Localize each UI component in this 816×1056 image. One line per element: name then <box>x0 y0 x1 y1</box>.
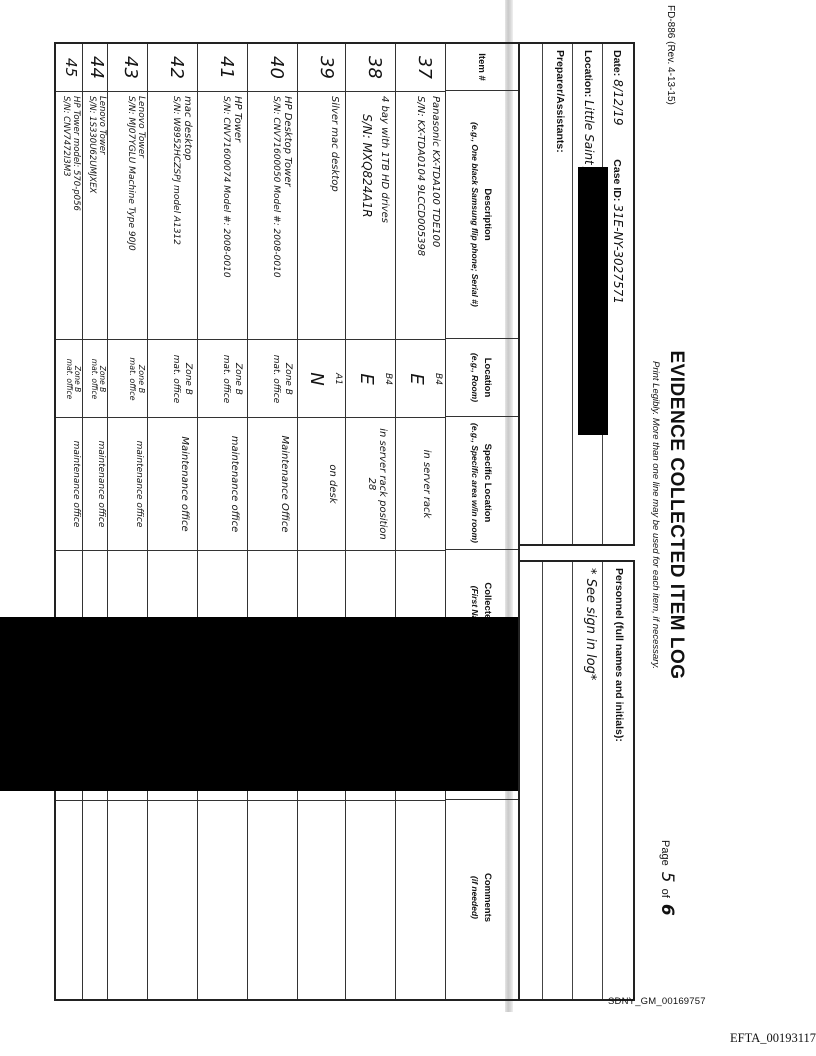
location-label: Location: <box>582 50 594 98</box>
info-divider <box>572 562 573 999</box>
item-location: mat. office <box>128 357 137 401</box>
item-location: N <box>306 372 327 386</box>
item-specific-location: maintenance office <box>71 440 81 528</box>
item-description: Lenovo Tower <box>97 96 107 155</box>
date-row <box>611 50 625 538</box>
item-location: mat. office <box>221 354 231 404</box>
column-rule <box>56 417 446 418</box>
item-location-zone: B4 <box>383 373 393 385</box>
item-location-zone: Zone B <box>73 365 82 393</box>
item-location: E <box>406 373 427 385</box>
row-rule <box>395 44 396 999</box>
row-rule <box>247 44 248 999</box>
of-label: of <box>659 888 671 898</box>
item-description: 4 bay with 1TB HD drives <box>379 96 390 223</box>
page-label: Page <box>659 840 671 866</box>
item-location-zone: Zone B <box>137 364 146 394</box>
item-description: HP Tower model: 570-p056 <box>71 96 81 211</box>
item-description-detail: S/N: W8952HCZSPJ model A1312 <box>171 96 181 245</box>
item-specific-location: on desk <box>327 464 338 504</box>
item-description: Lenovo Tower <box>136 96 146 158</box>
page-total: 6 <box>657 903 677 916</box>
form-title: EVIDENCE COLLECTED ITEM LOG <box>666 350 687 680</box>
item-description-detail: S/N: CNV71600050 Model #: 2008-0010 <box>271 96 281 278</box>
item-description-detail: S/N: CNV71600074 Model #: 2008-0010 <box>221 96 231 278</box>
item-description: Silver mac desktop <box>329 96 340 192</box>
item-number: 37 <box>414 56 435 79</box>
item-number: 41 <box>216 56 237 79</box>
row-rule <box>107 44 108 999</box>
personnel-row <box>613 568 625 993</box>
header-example: (e.g., Room) <box>470 352 481 403</box>
header-label: Comments <box>482 872 494 923</box>
page-indicator <box>657 840 677 1000</box>
date-label: Date: <box>611 50 623 77</box>
redaction-block <box>578 167 608 435</box>
item-location: E <box>356 373 377 385</box>
item-number: 42 <box>166 56 187 79</box>
item-specific-location: Maintenance Office <box>279 435 290 533</box>
date-value: 8/12/19 <box>611 79 625 126</box>
header-example: (if needed) <box>470 876 481 919</box>
item-location-zone: A1 <box>333 373 343 385</box>
item-location: mat. office <box>65 358 74 400</box>
item-description-detail: S/N: CNV7472I3M3 <box>61 96 71 177</box>
page-number: 5 <box>657 871 677 883</box>
form-subtitle: Print Legibly. More than one line may be used for each item, if necessary. <box>650 360 661 670</box>
item-description: Panasonic KX-TDA100 TDE100 <box>430 96 441 248</box>
item-description-detail: S/N: MJ07YGLU Machine Type 90J0 <box>126 96 136 251</box>
bates-number: SDNY_GM_00169757 <box>608 996 706 1007</box>
item-location: mat. office <box>171 354 181 404</box>
item-number: 40 <box>266 56 287 79</box>
item-specific-location: maintenance office <box>96 440 106 528</box>
item-location-zone: Zone B <box>233 363 243 395</box>
info-divider <box>542 562 543 999</box>
column-rule <box>56 550 446 551</box>
header-comments <box>446 800 518 995</box>
redaction-block <box>0 617 518 791</box>
item-location-zone: Zone B <box>283 363 293 395</box>
header-label: Location <box>482 357 494 398</box>
info-divider <box>542 44 543 544</box>
column-rule <box>56 800 446 801</box>
item-description-detail: S/N: KX-TDA0104 9LCCD005398 <box>415 96 426 257</box>
row-rule <box>82 44 83 999</box>
personnel-label: Personnel (full names and initials): <box>613 568 625 742</box>
item-description-detail: S/N: MXQ824A1R <box>360 114 374 218</box>
item-specific-location: maintenance office <box>229 435 240 533</box>
item-description: HP Tower <box>232 96 243 143</box>
personnel-value: * See sign in log* <box>583 568 598 681</box>
form-number: FD-886 (Rev. 4-13-15) <box>665 5 676 105</box>
row-rule <box>147 44 148 999</box>
info-divider <box>572 44 573 544</box>
case-id-value: 31E-NY-3027571 <box>611 204 625 304</box>
header-label: Specific Location <box>482 443 494 523</box>
header-label: Description <box>482 188 494 241</box>
item-location-zone: Zone B <box>183 363 193 395</box>
row-rule <box>345 44 346 999</box>
column-rule <box>56 339 446 340</box>
preparer-label: Preparer/Assistants: <box>554 50 566 153</box>
row-rule <box>197 44 198 999</box>
case-info-box <box>518 42 635 546</box>
item-specific-location: in server rack <box>421 449 432 519</box>
personnel-box <box>518 560 635 1001</box>
item-description-detail: S/N: 1S330U62UMJXEX <box>87 96 97 194</box>
personnel-value-row <box>583 568 598 993</box>
header-item-number <box>446 44 518 91</box>
info-divider <box>602 562 603 999</box>
header-specific-location <box>446 417 518 550</box>
column-rule <box>56 91 446 92</box>
item-number: 44 <box>86 56 107 79</box>
item-description: HP Desktop Tower <box>282 96 293 187</box>
case-id-label: Case ID: <box>611 159 623 202</box>
item-specific-location: in server rack position 28 <box>366 428 388 540</box>
item-specific-location: maintenance office <box>134 440 144 528</box>
item-number: 39 <box>316 56 337 79</box>
header-example: (e.g., Specific area w/in room) <box>470 423 481 543</box>
header-label: Item # <box>476 53 488 81</box>
item-specific-location: Maintenance office <box>179 436 190 532</box>
item-location: mat. office <box>271 354 281 404</box>
item-number: 43 <box>120 56 141 79</box>
header-rule <box>445 44 446 999</box>
item-location: mat. office <box>90 358 99 400</box>
item-number: 38 <box>364 56 385 79</box>
item-location-zone: Zone B <box>98 365 107 393</box>
preparer-row <box>554 50 566 538</box>
item-number: 45 <box>62 57 80 78</box>
evidence-log-form <box>40 5 695 1010</box>
row-rule <box>297 44 298 999</box>
header-description <box>446 91 518 339</box>
item-location-zone: B4 <box>433 373 443 385</box>
header-location <box>446 339 518 417</box>
item-description: mac desktop <box>182 96 193 161</box>
header-example: (e.g., One black Samsung flip phone; Serial #) <box>470 122 481 307</box>
item-table <box>54 42 520 1001</box>
efta-number: EFTA_00193117 <box>730 1031 816 1045</box>
